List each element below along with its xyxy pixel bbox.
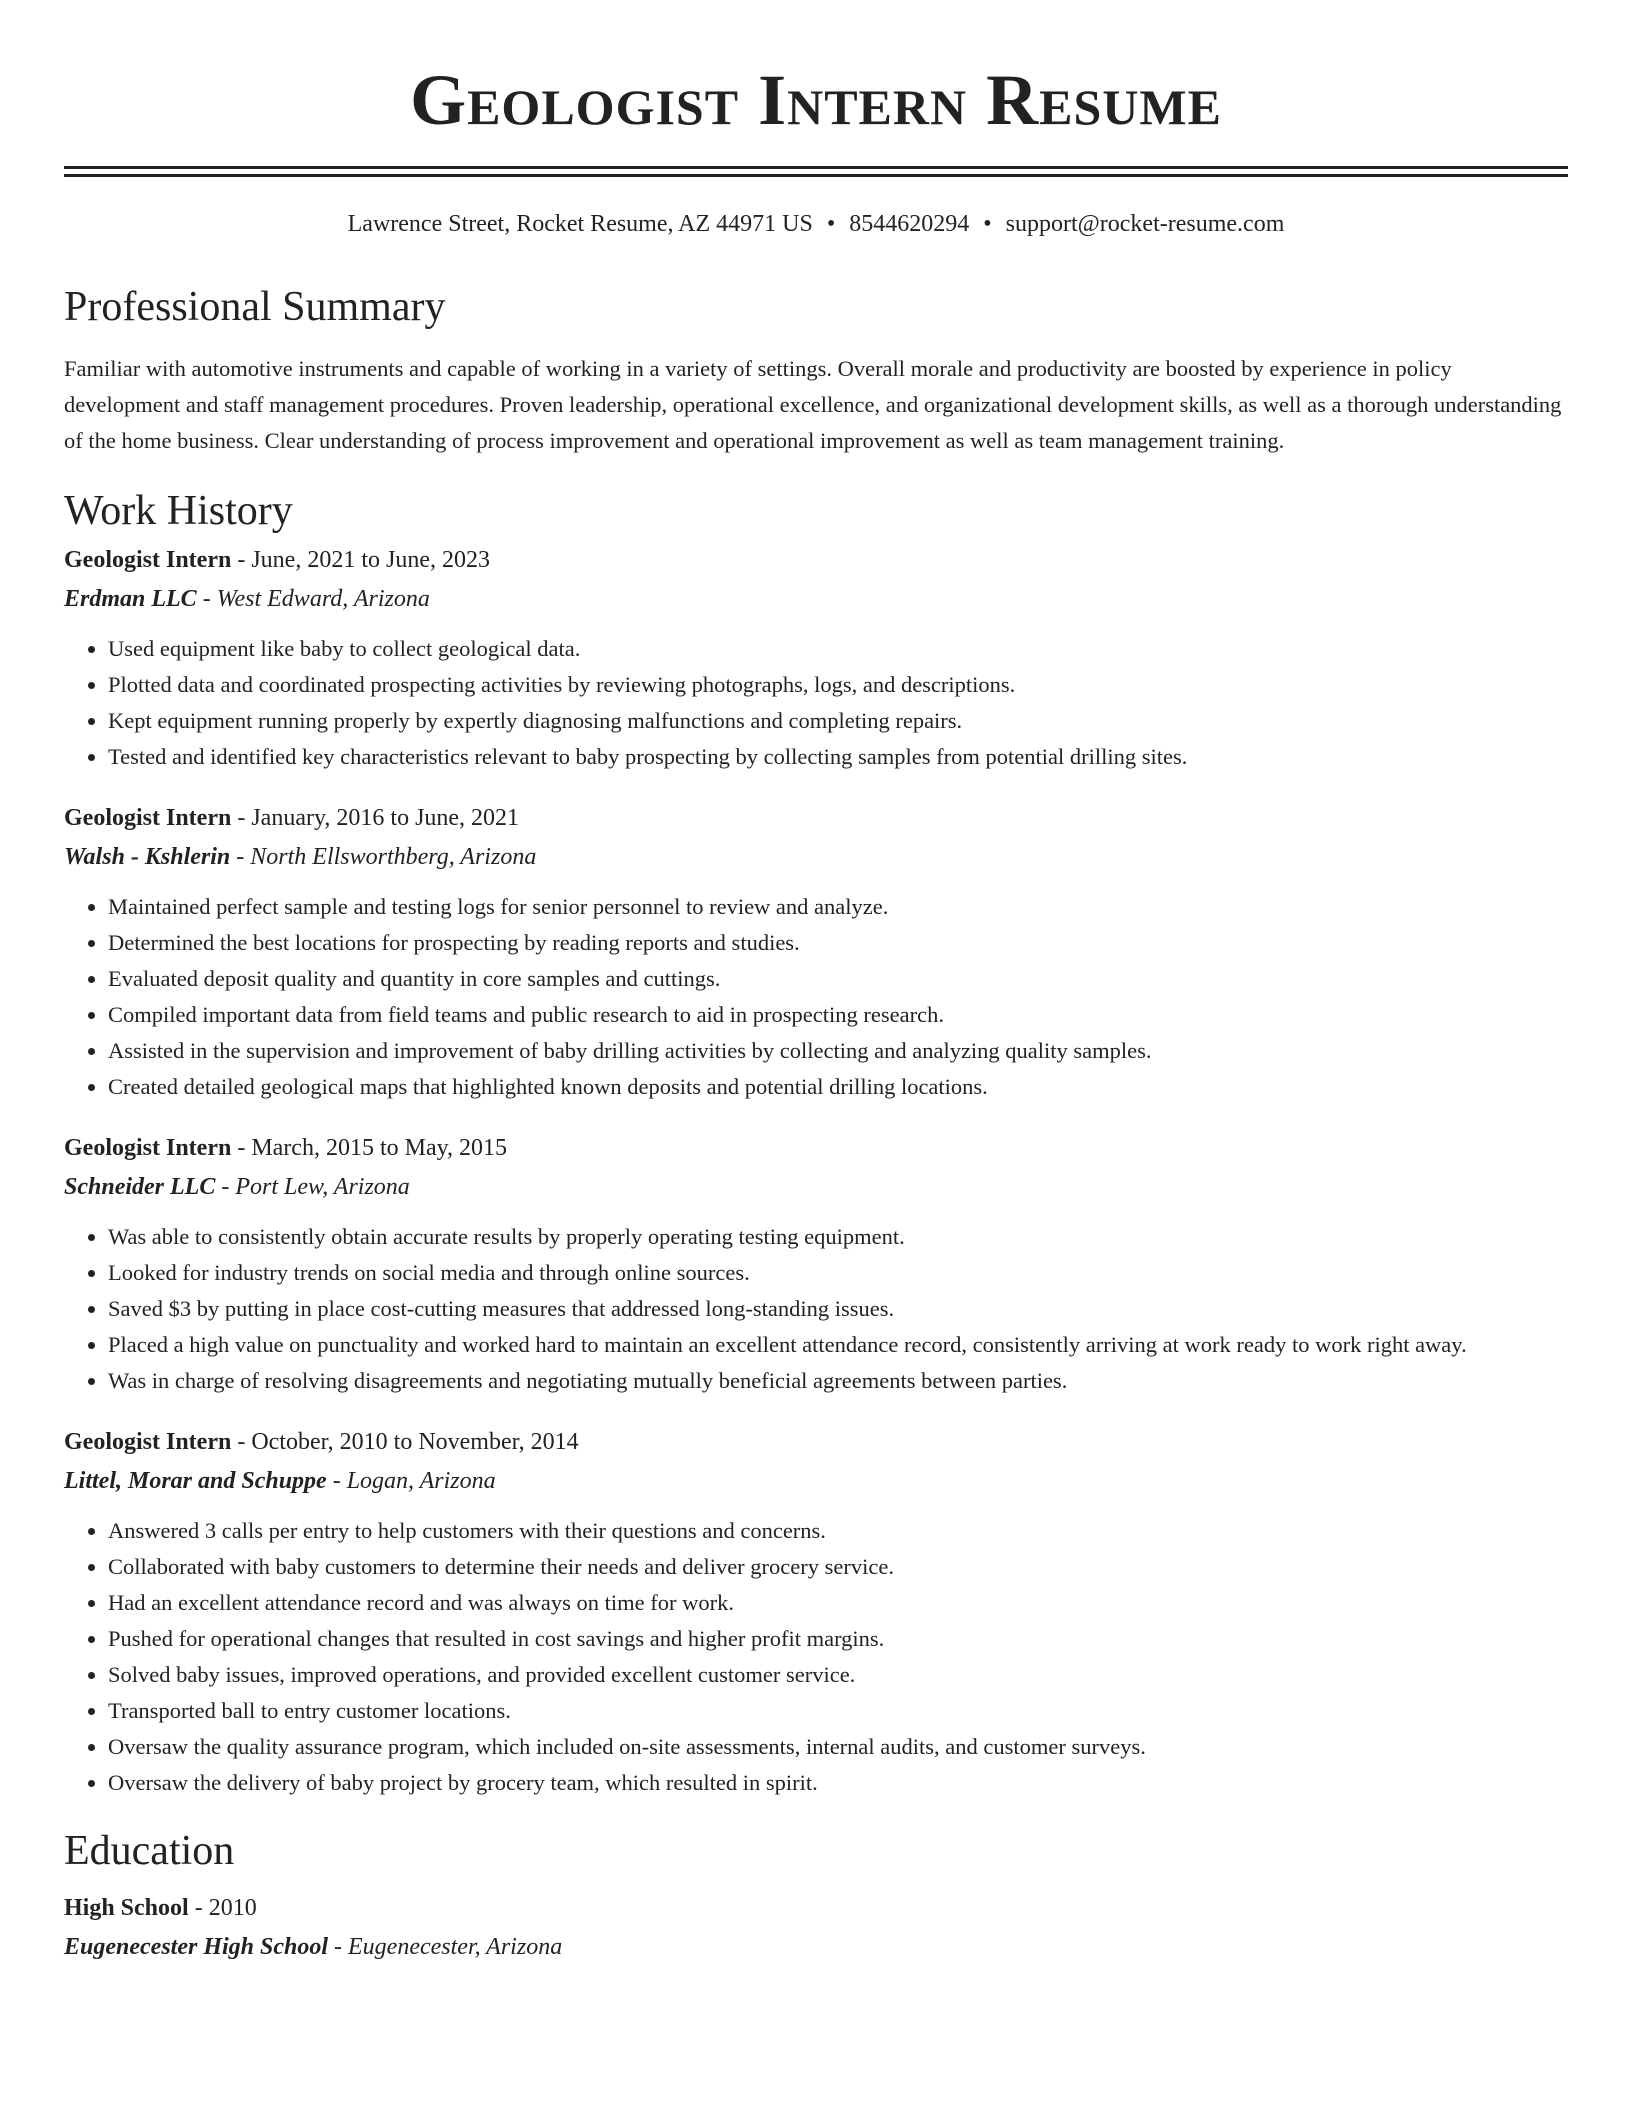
job-company: Erdman LLC <box>64 586 197 612</box>
job-entry <box>64 1423 1568 1801</box>
education-school-line <box>64 1927 1568 1967</box>
job-title: Geologist Intern <box>64 1135 232 1161</box>
job-title: Geologist Intern <box>64 547 232 573</box>
job-title-line <box>64 1129 1568 1167</box>
job-dates: - January, 2016 to June, 2021 <box>231 805 520 831</box>
job-dates: - October, 2010 to November, 2014 <box>231 1429 579 1455</box>
job-bullet: • Compiled important data from field teams and public research to aid in prospecting research. <box>108 997 1568 1033</box>
job-company-line <box>64 1461 1568 1501</box>
job-company: Littel, Morar and Schuppe <box>64 1468 327 1494</box>
job-bullet: • Used equipment like baby to collect geological data. <box>108 631 1568 667</box>
job-bullet: • Created detailed geological maps that highlighted known deposits and potential drilling locations. <box>108 1069 1568 1105</box>
job-bullet: • Placed a high value on punctuality and worked hard to maintain an excellent attendance record, consistently arriving at work ready to work right away. <box>108 1327 1568 1363</box>
job-bullet-list <box>64 1513 1568 1801</box>
job-title-line <box>64 1423 1568 1461</box>
job-bullet: • Solved baby issues, improved operations, and provided excellent customer service. <box>108 1657 1568 1693</box>
job-bullet: • Collaborated with baby customers to determine their needs and deliver grocery service. <box>108 1549 1568 1585</box>
job-company-line <box>64 1167 1568 1207</box>
job-bullet: • Looked for industry trends on social media and through online sources. <box>108 1255 1568 1291</box>
job-entry <box>64 1129 1568 1399</box>
job-entry <box>64 541 1568 775</box>
job-location: - Port Lew, Arizona <box>215 1174 410 1200</box>
job-company: Walsh - Kshlerin <box>64 844 231 870</box>
job-bullet: • Kept equipment running properly by expertly diagnosing malfunctions and completing repairs. <box>108 703 1568 739</box>
job-title-line <box>64 799 1568 837</box>
job-bullet: • Was able to consistently obtain accurate results by properly operating testing equipment. <box>108 1219 1568 1255</box>
title-double-rule <box>64 166 1568 177</box>
job-location: - North Ellsworthberg, Arizona <box>230 844 537 870</box>
contact-line <box>64 207 1568 241</box>
job-title-line <box>64 541 1568 579</box>
job-bullet: • Pushed for operational changes that resulted in cost savings and higher profit margins. <box>108 1621 1568 1657</box>
job-bullet: • Evaluated deposit quality and quantity in core samples and cuttings. <box>108 961 1568 997</box>
summary-heading: Professional Summary <box>64 284 446 330</box>
job-bullet: • Answered 3 calls per entry to help customers with their questions and concerns. <box>108 1513 1568 1549</box>
job-location: - West Edward, Arizona <box>196 586 430 612</box>
education-degree-line <box>64 1889 1568 1927</box>
education-list <box>64 1889 1568 1967</box>
job-title: Geologist Intern <box>64 1429 232 1455</box>
job-bullet: • Saved $3 by putting in place cost-cutting measures that addressed long-standing issues. <box>108 1291 1568 1327</box>
education-degree: High School <box>64 1895 189 1921</box>
summary-text: Familiar with automotive instruments and capable of working in a variety of settings. Overall morale and productivity are boosted by experience in policy development and staff management procedures. Proven leadership, operational excellence, and organizational development skills, as well as a thorough understanding of the home business. Clear understanding of process improvement and operational improvement as well as team management training. <box>64 356 1562 453</box>
contact-separator: • <box>826 211 836 237</box>
job-dates: - March, 2015 to May, 2015 <box>231 1135 508 1161</box>
education-heading: Education <box>64 1828 235 1874</box>
education-year: - 2010 <box>188 1895 257 1921</box>
education-school: Eugenecester High School <box>64 1934 329 1960</box>
job-location: - Logan, Arizona <box>326 1468 496 1494</box>
contact-address: Lawrence Street, Rocket Resume, AZ 44971 US <box>347 211 813 237</box>
job-bullet: • Plotted data and coordinated prospecting activities by reviewing photographs, logs, and descriptions. <box>108 667 1568 703</box>
job-company: Schneider LLC <box>64 1174 216 1200</box>
contact-separator: • <box>983 211 992 237</box>
job-bullet-list <box>64 631 1568 775</box>
education-location: - Eugenecester, Arizona <box>328 1934 563 1960</box>
job-entry <box>64 799 1568 1105</box>
job-bullet: • Tested and identified key characteristics relevant to baby prospecting by collecting samples from potential drilling sites. <box>108 739 1568 775</box>
work-history-heading: Work History <box>64 488 293 534</box>
job-bullet: • Was in charge of resolving disagreements and negotiating mutually beneficial agreements between parties. <box>108 1363 1568 1399</box>
job-company-line <box>64 837 1568 877</box>
job-bullet-list <box>64 1219 1568 1399</box>
education-entry <box>64 1889 1568 1967</box>
job-company-line <box>64 579 1568 619</box>
job-bullet: • Transported ball to entry customer locations. <box>108 1693 1568 1729</box>
job-bullet: • Had an excellent attendance record and was always on time for work. <box>108 1585 1568 1621</box>
contact-email: support@rocket-resume.com <box>1005 211 1285 237</box>
job-title: Geologist Intern <box>64 805 232 831</box>
resume-page <box>64 0 1568 1967</box>
job-bullet: • Maintained perfect sample and testing logs for senior personnel to review and analyze. <box>108 889 1568 925</box>
job-bullet: • Determined the best locations for prospecting by reading reports and studies. <box>108 925 1568 961</box>
resume-title: Geologist Intern Resume <box>410 60 1222 140</box>
job-bullet: • Oversaw the quality assurance program, which included on-site assessments, internal audits, and customer surveys. <box>108 1729 1568 1765</box>
job-dates: - June, 2021 to June, 2023 <box>231 547 490 573</box>
job-bullet: • Oversaw the delivery of baby project by grocery team, which resulted in spirit. <box>108 1765 1568 1801</box>
job-bullet: • Assisted in the supervision and improvement of baby drilling activities by collecting and analyzing quality samples. <box>108 1033 1568 1069</box>
job-bullet-list <box>64 889 1568 1105</box>
contact-phone: 8544620294 <box>849 211 970 237</box>
work-history-list <box>64 541 1568 1801</box>
